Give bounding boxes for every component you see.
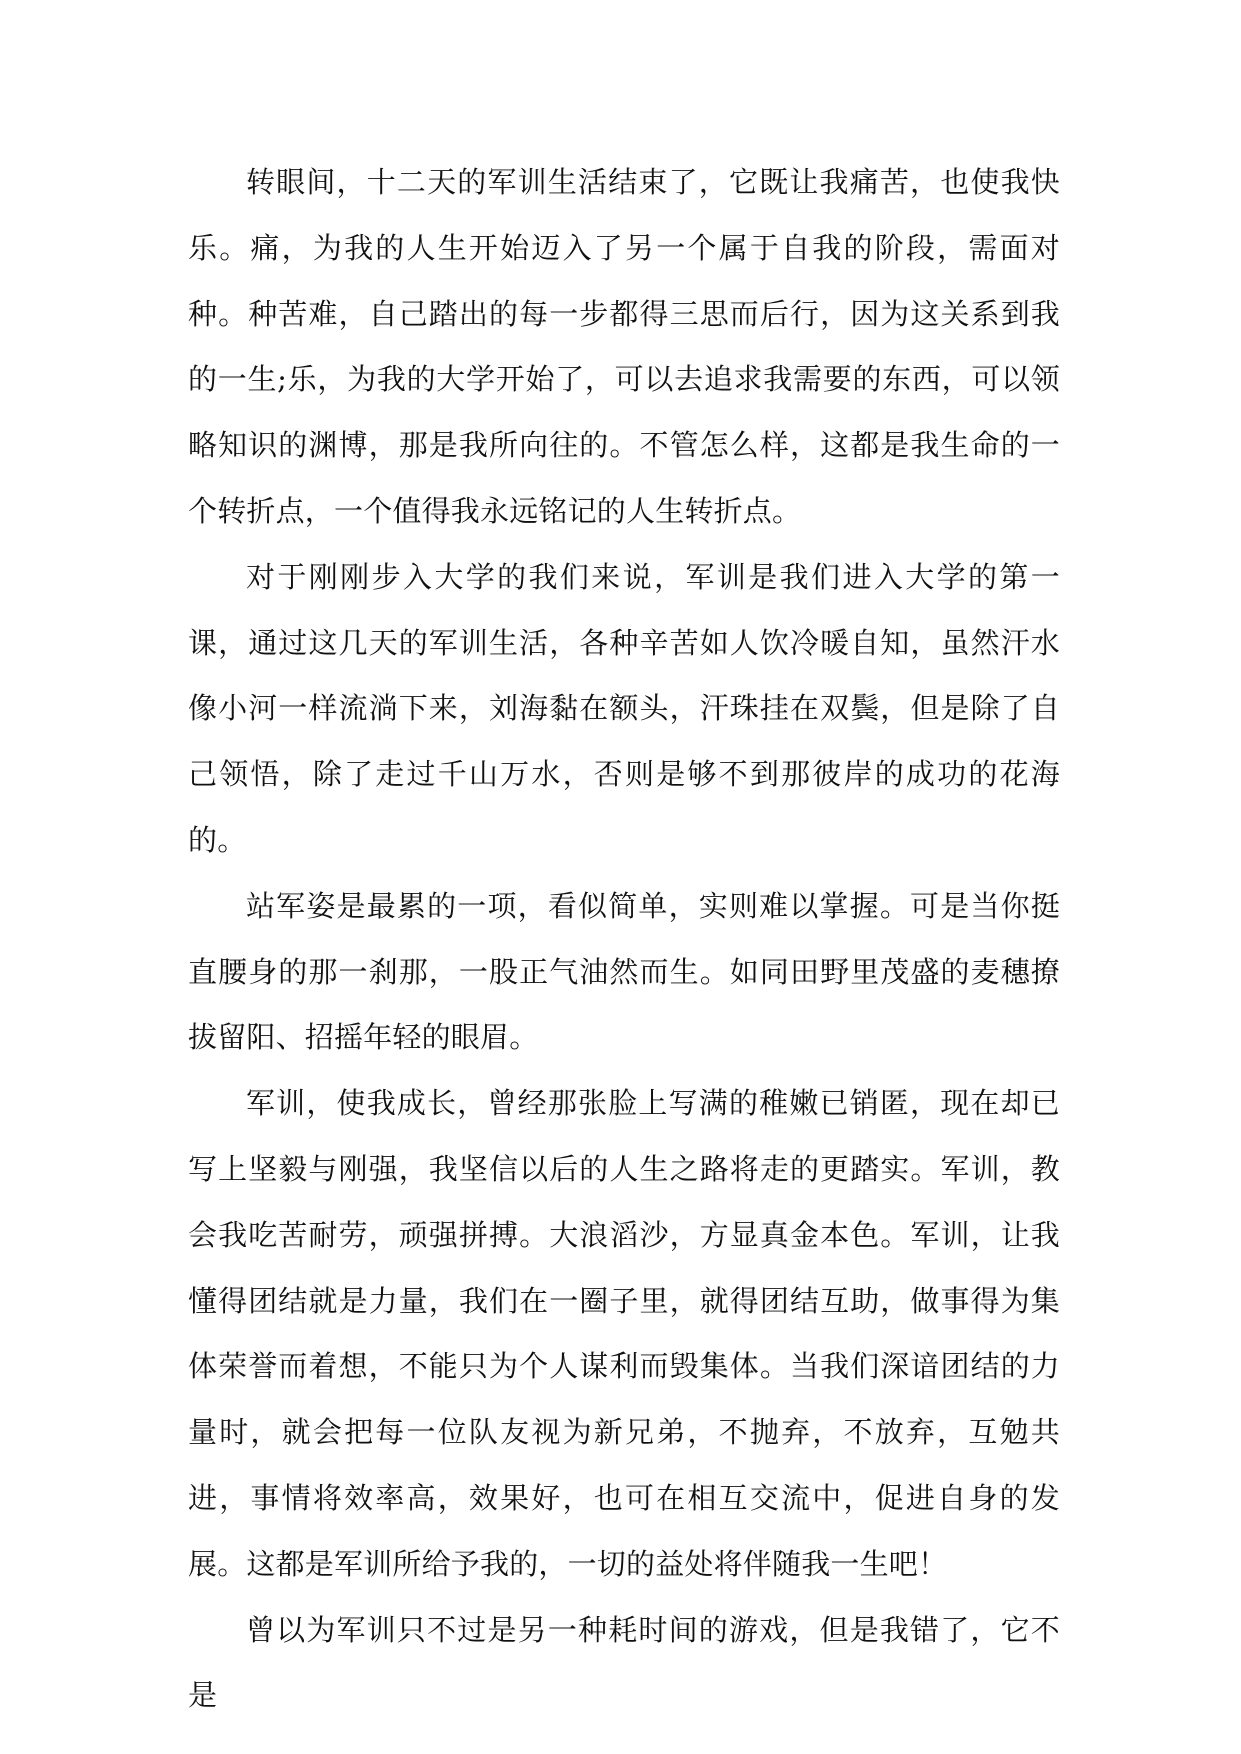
essay-body (188, 150, 1060, 1729)
paragraph-2: 对于刚刚步入大学的我们来说，军训是我们进入大学的第一课，通过这几天的军训生活，各种辛苦如人饮冷暖自知，虽然汗水像小河一样流淌下来，刘海黏在额头，汗珠挂在双鬓，但是除了自己领悟，除了走过千山万水，否则是够不到那彼岸的成功的花海的。 (188, 559, 1060, 857)
paragraph-5: 曾以为军训只不过是另一种耗时间的游戏，但是我错了，它不是 (188, 1612, 1060, 1713)
paragraph-1: 转眼间，十二天的军训生活结束了，它既让我痛苦，也使我快乐。痛，为我的人生开始迈入了另一个属于自我的阶段，需面对种。种苦难，自己踏出的每一步都得三思而后行，因为这关系到我的一生;乐，为我的大学开始了，可以去追求我需要的东西，可以领略知识的渊博，那是我所向往的。不管怎么样，这都是我生命的一个转折点，一个值得我永远铭记的人生转折点。 (188, 165, 1060, 528)
paragraph-3: 站军姿是最累的一项，看似简单，实则难以掌握。可是当你挺直腰身的那一刹那，一股正气油然而生。如同田野里茂盛的麦穗撩拔留阳、招摇年轻的眼眉。 (188, 888, 1060, 1055)
paragraph-4: 军训，使我成长，曾经那张脸上写满的稚嫩已销匿，现在却已写上坚毅与刚强，我坚信以后的人生之路将走的更踏实。军训，教会我吃苦耐劳，顽强拼搏。大浪滔沙，方显真金本色。军训，让我懂得团结就是力量，我们在一圈子里，就得团结互助，做事得为集体荣誉而着想，不能只为个人谋利而毁集体。当我们深谙团结的力量时，就会把每一位队友视为新兄弟，不抛弃，不放弃，互勉共进，事情将效率高，效果好，也可在相互交流中，促进自身的发展。这都是军训所给予我的，一切的益处将伴随我一生吧！ (188, 1086, 1060, 1581)
